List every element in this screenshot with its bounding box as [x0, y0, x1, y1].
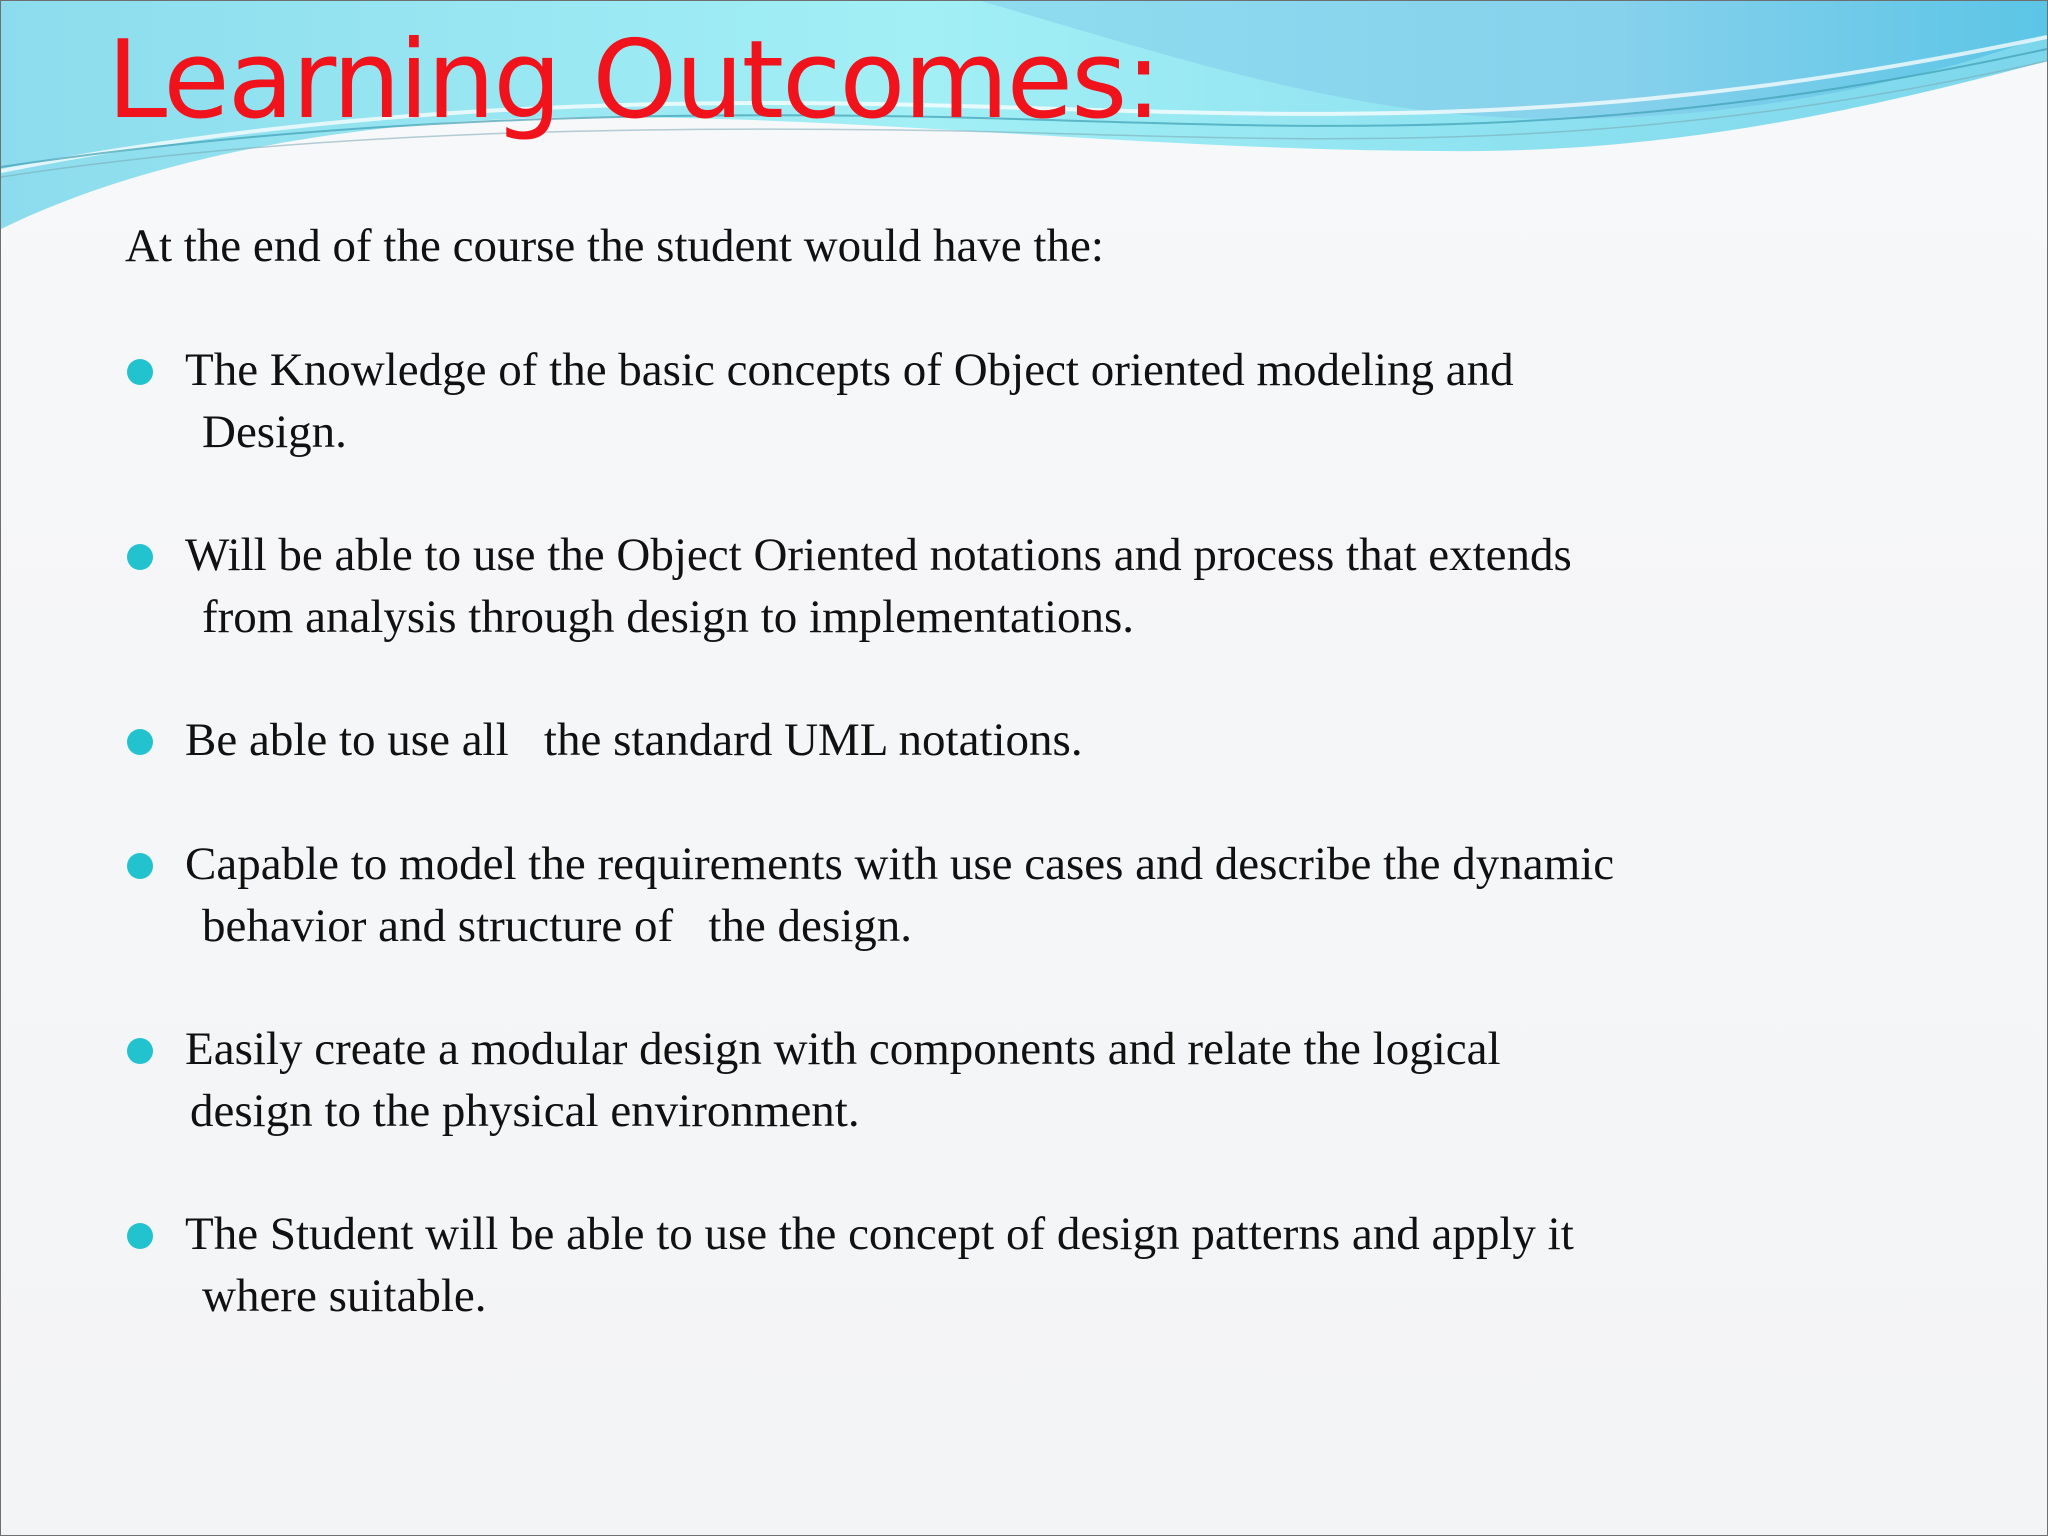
outcome-line: The Student will be able to use the concept of design patterns and apply it [185, 1208, 1574, 1260]
bullet-icon [127, 544, 153, 570]
outcome-line: The Knowledge of the basic concepts of Object oriented modeling and [185, 344, 1514, 396]
outcome-line: Capable to model the requirements with use cases and describe the dynamic [185, 838, 1615, 890]
outcome-line-continued: behavior and structure of the design. [202, 900, 913, 952]
bullet-icon [127, 853, 153, 879]
bullet-icon [127, 729, 153, 755]
outcome-item-modular-design [125, 1018, 1501, 1142]
outcome-line: Will be able to use the Object Oriented notations and process that extends [185, 529, 1572, 581]
bullet-icon [127, 1038, 153, 1064]
outcome-line-continued: where suitable. [202, 1270, 487, 1322]
outcome-item-knowledge [125, 339, 1514, 463]
intro-text: At the end of the course the student would have the: [125, 220, 1104, 272]
outcome-line: Easily create a modular design with components and relate the logical [185, 1023, 1501, 1075]
outcome-item-uml [125, 709, 1083, 771]
outcome-item-model-requirements [125, 833, 1614, 957]
outcome-line-continued: Design. [202, 406, 347, 458]
bullet-icon [127, 359, 153, 385]
slide-title: Learning Outcomes: [107, 18, 1160, 143]
outcome-item-notations [125, 524, 1572, 648]
bullet-icon [127, 1223, 153, 1249]
outcome-line-continued: from analysis through design to implementations. [202, 591, 1135, 643]
outcome-line-continued: design to the physical environment. [190, 1085, 860, 1137]
outcome-line: Be able to use all the standard UML notations. [185, 714, 1083, 766]
outcome-item-design-patterns [125, 1203, 1574, 1327]
